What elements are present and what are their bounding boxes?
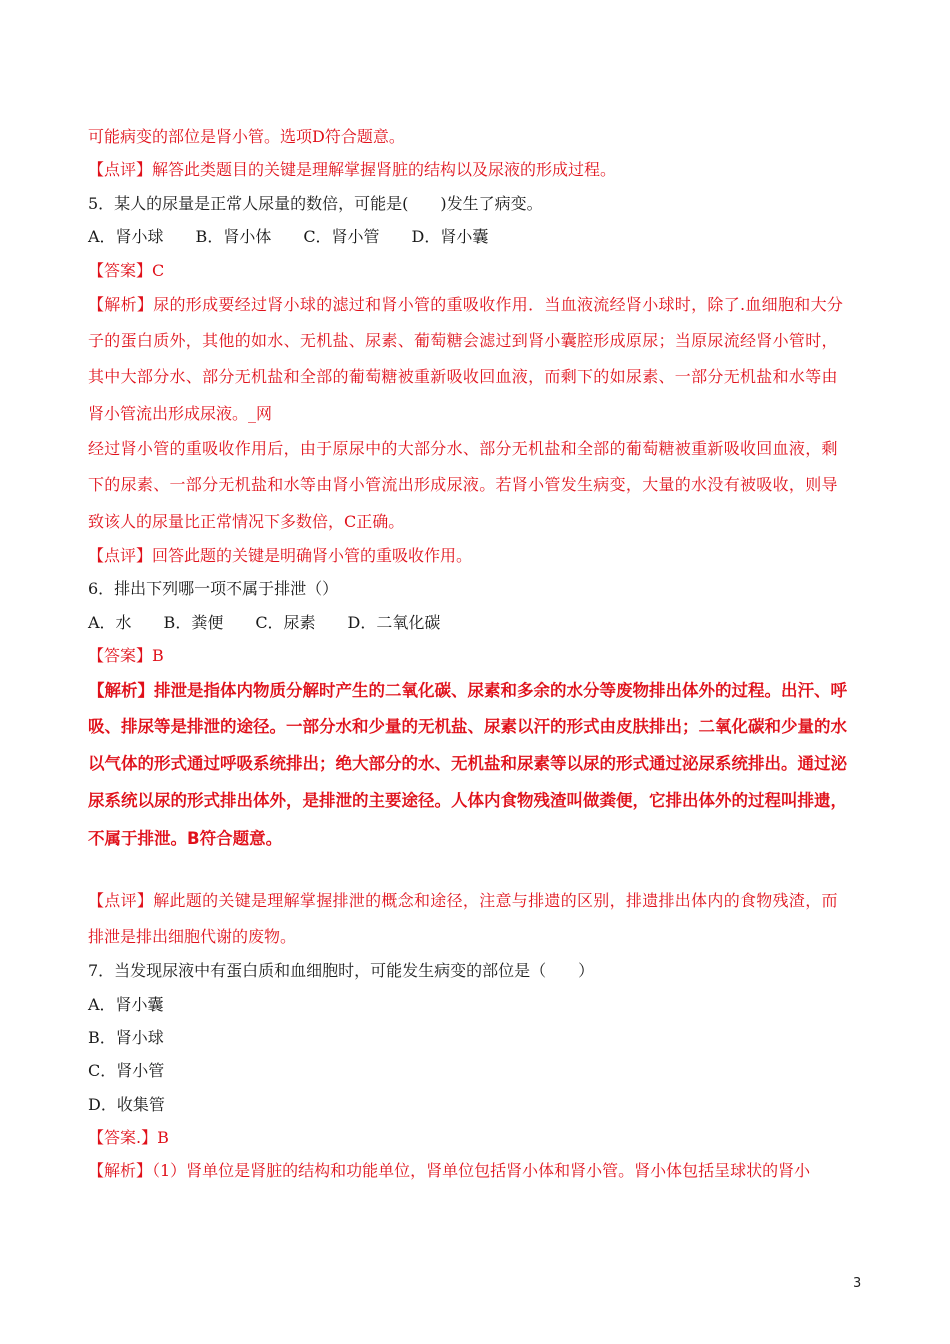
question-7-option-b: B．肾小球 [88,1028,164,1047]
question-6: 6．排出下列哪一项不属于排泄（） [88,579,339,598]
analysis-line: 经过肾小管的重吸收作用后，由于原尿中的大部分水、部分无机盐和全部的葡萄糖被重新吸收回血液，剩 [88,439,838,458]
analysis-line: 其中大部分水、部分无机盐和全部的葡萄糖被重新吸收回血液，而剩下的如尿素、一部分无机盐和水等由 [88,367,838,386]
analysis-line: 【解析】（1）肾单位是肾脏的结构和功能单位，肾单位包括肾小体和肾小管。肾小体包括呈球状的肾小 [88,1161,811,1180]
comment-line: 【点评】回答此题的关键是明确肾小管的重吸收作用。 [88,546,473,565]
question-7-option-d: D．收集管 [88,1095,165,1114]
question-7: 7．当发现尿液中有蛋白质和血细胞时，可能发生病变的部位是（ ） [88,961,595,980]
text-line: 可能病变的部位是肾小管。选项D符合题意。 [88,127,405,146]
comment-line: 排泄是排出细胞代谢的废物。 [88,927,297,946]
question-7-option-a: A．肾小囊 [88,995,164,1014]
analysis-line: 吸、排尿等是排泄的途径。一部分水和少量的无机盐、尿素以汗的形式由皮肤排出；二氧化碳和少量的水 [88,717,847,736]
analysis-line: 尿系统以尿的形式排出体外，是排泄的主要途径。人体内食物残渣叫做粪便，它排出体外的过程叫排遗， [88,791,847,810]
question-5-options: A．肾小球 B．肾小体 C．肾小管 D．肾小囊 [88,227,489,246]
question-7-option-c: C．肾小管 [88,1061,165,1080]
analysis-line: 以气体的形式通过呼吸系统排出；绝大部分的水、无机盐和尿素等以尿的形式通过泌尿系统排出。通过泌 [88,754,847,773]
analysis-line: 【解析】尿的形成要经过肾小球的滤过和肾小管的重吸收作用．当血液流经肾小球时，除了.血细胞和大分 [88,295,844,314]
analysis-line: 【解析】排泄是指体内物质分解时产生的二氧化碳、尿素和多余的水分等废物排出体外的过程。出汗、呼 [88,681,847,700]
answer-line: 【答案.】B [88,1128,169,1147]
answer-line: 【答案】B [88,646,164,665]
page-number: 3 [853,1276,862,1291]
analysis-line: 肾小管流出形成尿液。_网 [88,404,273,423]
analysis-line: 子的蛋白质外，其他的如水、无机盐、尿素、葡萄糖会滤过到肾小囊腔形成原尿；当原尿流经肾小管时， [88,331,838,350]
answer-line: 【答案】C [88,261,165,280]
analysis-line: 下的尿素、一部分无机盐和水等由肾小管流出形成尿液。若肾小管发生病变，大量的水没有被吸收，则导 [88,475,838,494]
question-6-options: A．水 B．粪便 C．尿素 D．二氧化碳 [88,613,441,632]
analysis-line: 致该人的尿量比正常情况下多数倍，C正确。 [88,512,405,531]
analysis-line: 不属于排泄。B符合题意。 [88,829,283,848]
question-5: 5．某人的尿量是正常人尿量的数倍，可能是( )发生了病变。 [88,194,543,213]
comment-line: 【点评】解答此类题目的关键是理解掌握肾脏的结构以及尿液的形成过程。 [88,160,617,179]
comment-line: 【点评】解此题的关键是理解掌握排泄的概念和途径，注意与排遗的区别，排遗排出体内的食物残渣，而 [88,891,838,910]
